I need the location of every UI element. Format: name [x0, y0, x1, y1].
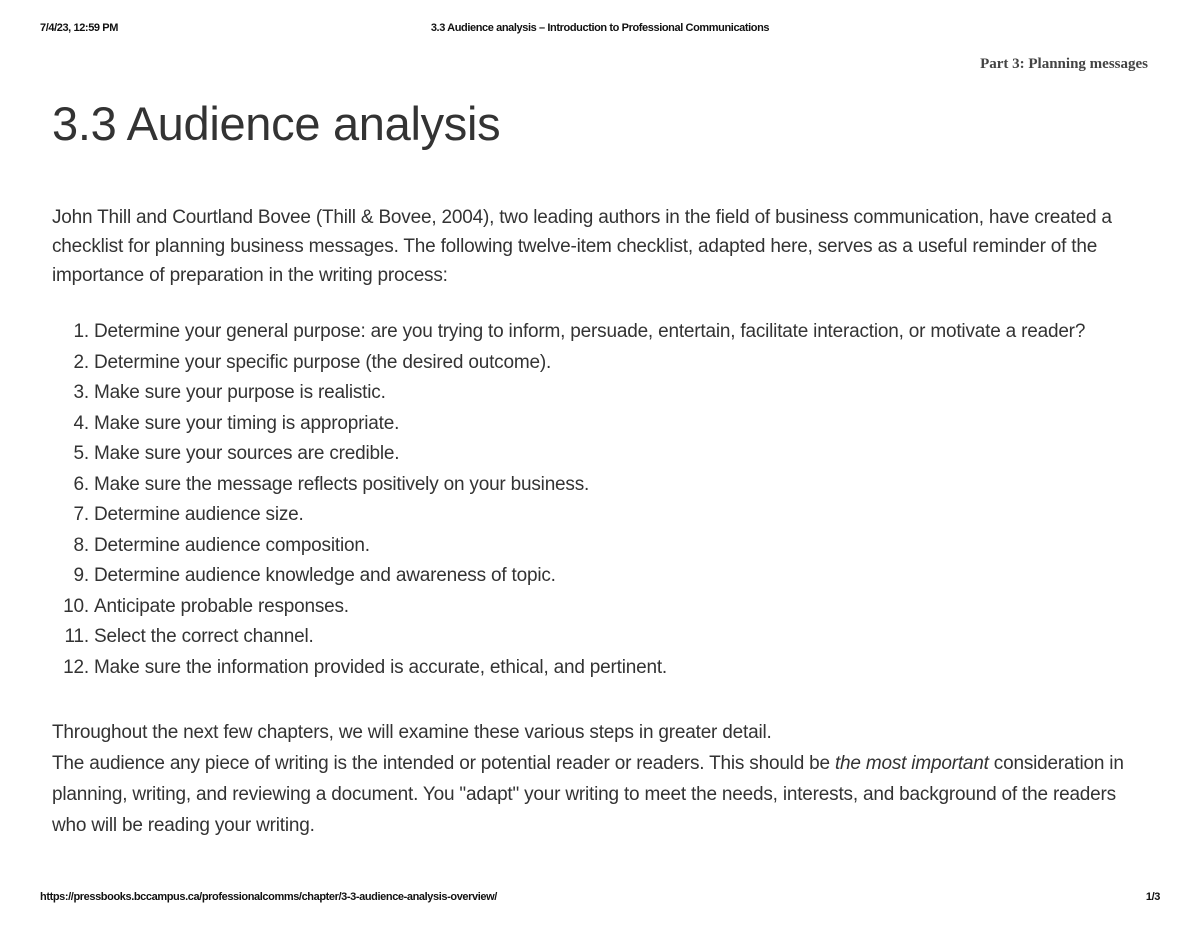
list-item: 6. Make sure the message reflects positively on your business. — [94, 470, 1152, 501]
list-item: 1. Determine your general purpose: are you trying to inform, persuade, entertain, facilitate interaction, or motivate a reader? — [94, 317, 1152, 348]
list-item: 12. Make sure the information provided is accurate, ethical, and pertinent. — [94, 653, 1152, 684]
intro-paragraph: John Thill and Courtland Bovee (Thill & Bovee, 2004), two leading authors in the field of business communication, have created a checklist for planning business messages. The following twelve-item checklist, adapted here, serves as a useful reminder of the importance of preparation in the writing process: — [52, 207, 1112, 286]
audience-text-start: The audience any piece of writing is the intended or potential reader or readers. This should be — [52, 753, 835, 774]
list-item: 8. Determine audience composition. — [94, 531, 1152, 562]
print-footer — [40, 891, 1160, 907]
emphasis-text: the most important — [834, 753, 989, 774]
print-document-title: 3.3 Audience analysis – Introduction to Professional Communications — [430, 22, 770, 34]
planning-checklist — [52, 317, 1152, 683]
closing-sentence: Throughout the next few chapters, we will examine these various steps in greater detail. — [52, 722, 772, 743]
list-item: 9. Determine audience knowledge and awareness of topic. — [94, 561, 1152, 592]
part-label[interactable]: Part 3: Planning messages — [980, 56, 1148, 72]
list-item: 4. Make sure your timing is appropriate. — [94, 409, 1152, 440]
list-item: 7. Determine audience size. — [94, 500, 1152, 531]
list-item: 3. Make sure your purpose is realistic. — [94, 378, 1152, 409]
list-item: 2. Determine your specific purpose (the desired outcome). — [94, 348, 1152, 379]
list-item: 10. Anticipate probable responses. — [94, 592, 1152, 623]
print-date: 7/4/23, 12:59 PM — [40, 22, 118, 34]
list-item: 5. Make sure your sources are credible. — [94, 439, 1152, 470]
list-item: 11. Select the correct channel. — [94, 622, 1152, 653]
print-header — [40, 22, 1160, 38]
page-url: https://pressbooks.bccampus.ca/professionalcomms/chapter/3-3-audience-analysis-overview/ — [40, 891, 497, 903]
audience-paragraph — [52, 748, 1152, 841]
page-number: 1/3 — [1145, 891, 1160, 903]
chapter-content — [52, 203, 1152, 841]
page-title: 3.3 Audience analysis — [52, 97, 501, 150]
closing-section — [52, 717, 1152, 841]
audience-text-end: consideration in planning, writing, and reviewing a document. You "adapt" your writing to meet the needs, interests, and background of the readers who will be reading your writing. — [52, 753, 1124, 836]
